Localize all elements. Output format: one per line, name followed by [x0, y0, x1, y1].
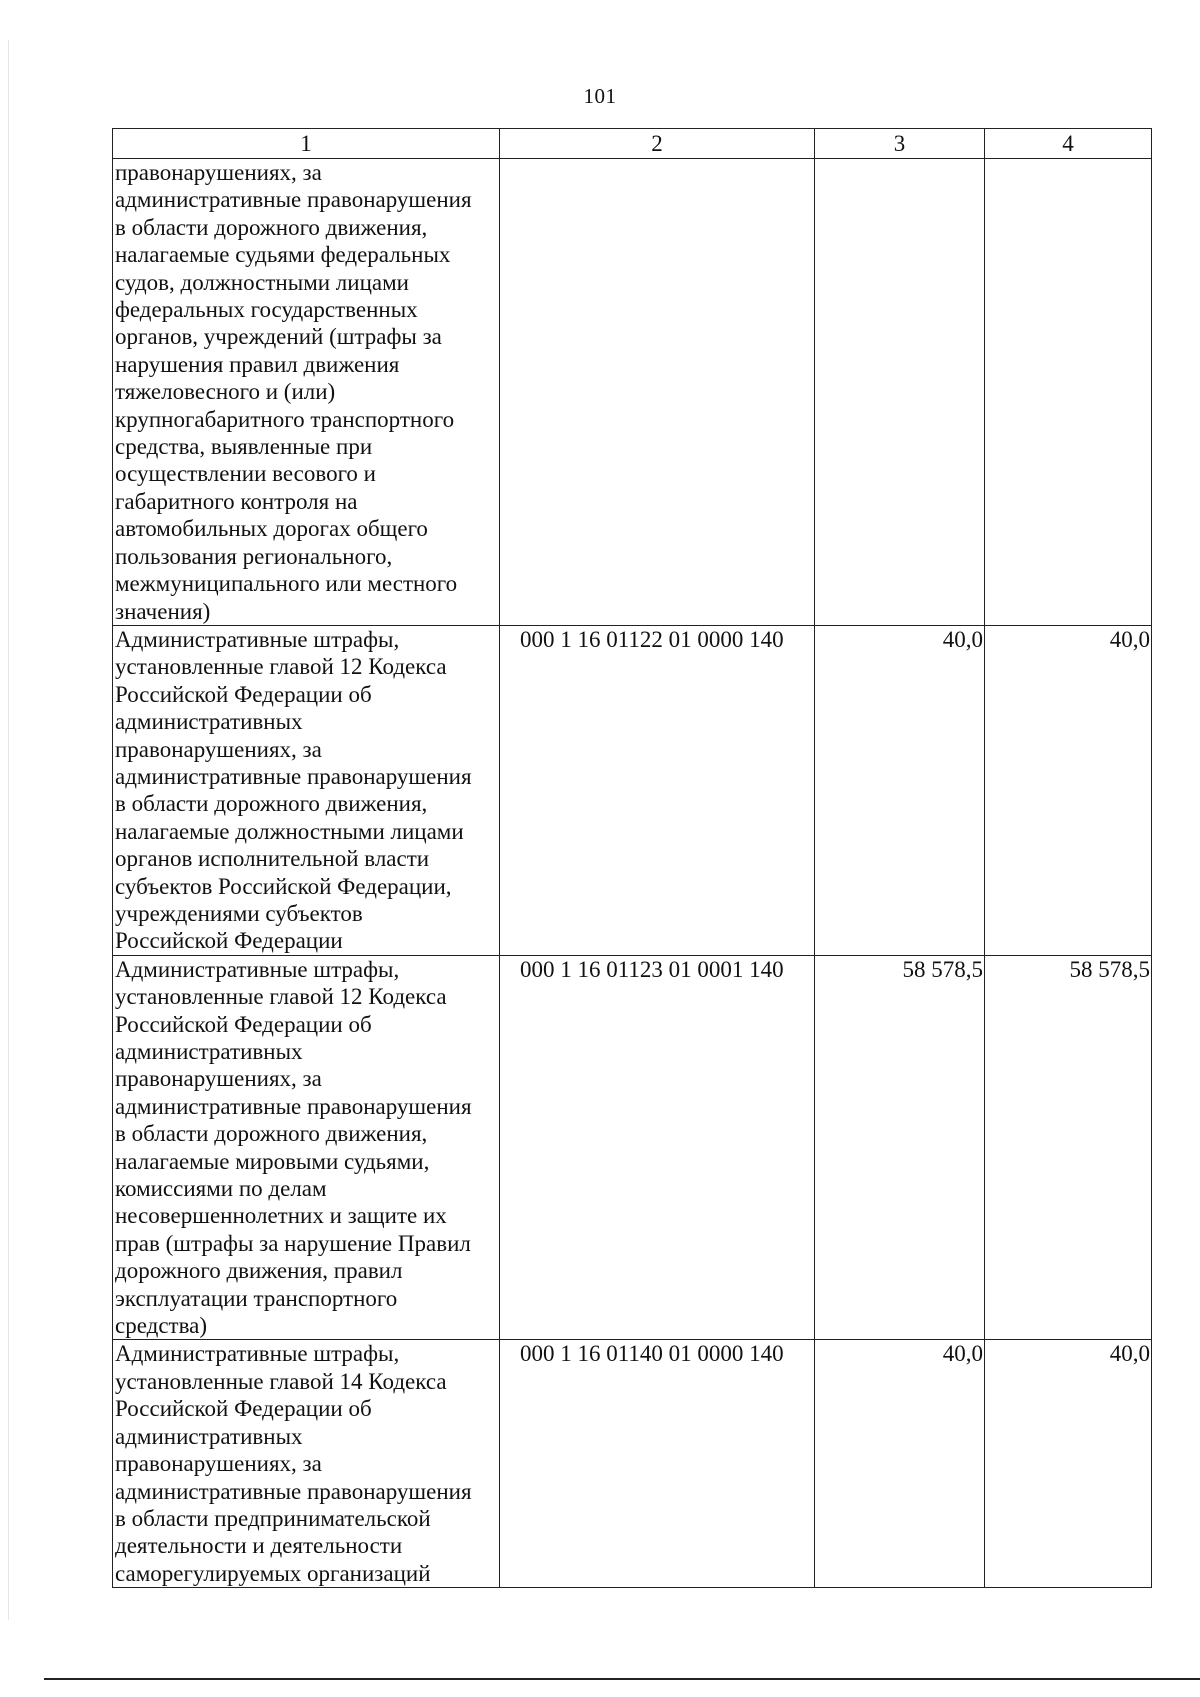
scan-edge-line	[8, 40, 9, 1620]
row-value-col3: 40,0	[815, 625, 985, 955]
column-header-1: 1	[113, 129, 500, 159]
table-row	[113, 159, 1152, 626]
row-value-col4: 40,0	[985, 625, 1152, 955]
page-number: 101	[583, 84, 617, 108]
table-row	[113, 1340, 1152, 1588]
row-description: правонарушениях, за административные правонарушения в области дорожного движения, налагаемые судьями федеральных судов, должностными лицами федеральных государственных органов, учреждений (штрафы за нарушения правил движения тяжеловесного и (или) крупногабаритного транспортного средства, выявленные при осуществлении весового и габаритного контроля на автомобильных дорогах общего пользования регионального, межмуниципального или местного значения)	[113, 159, 500, 626]
row-code: 000 1 16 01122 01 0000 140	[500, 625, 815, 955]
row-value-col4	[985, 159, 1152, 626]
row-value-col4: 40,0	[985, 1340, 1152, 1588]
row-code	[500, 159, 815, 626]
row-description: Административные штрафы, установленные главой 12 Кодекса Российской Федерации об административных правонарушениях, за административные правонарушения в области дорожного движения, налагаемые должностными лицами органов исполнительной власти субъектов Российской Федерации, учреждениями субъектов Российской Федерации	[113, 625, 500, 955]
row-description: Административные штрафы, установленные главой 12 Кодекса Российской Федерации об административных правонарушениях, за административные правонарушения в области дорожного движения, налагаемые мировыми судьями, комиссиями по делам несовершеннолетних и защите их прав (штрафы за нарушение Правил дорожного движения, правил эксплуатации транспортного средства)	[113, 955, 500, 1340]
row-code: 000 1 16 01140 01 0000 140	[500, 1340, 815, 1588]
row-value-col3	[815, 159, 985, 626]
bottom-divider	[44, 1678, 1200, 1680]
row-value-col4: 58 578,5	[985, 955, 1152, 1340]
table-row	[113, 955, 1152, 1340]
table-header-row	[113, 129, 1152, 159]
column-header-3: 3	[815, 129, 985, 159]
row-value-col3: 40,0	[815, 1340, 985, 1588]
row-code: 000 1 16 01123 01 0001 140	[500, 955, 815, 1340]
row-value-col3: 58 578,5	[815, 955, 985, 1340]
row-description: Административные штрафы, установленные главой 14 Кодекса Российской Федерации об административных правонарушениях, за административные правонарушения в области предпринимательской деятельности и деятельности саморегулируемых организаций	[113, 1340, 500, 1588]
budget-revenue-table	[112, 128, 1152, 1588]
table-row	[113, 625, 1152, 955]
column-header-2: 2	[500, 129, 815, 159]
column-header-4: 4	[985, 129, 1152, 159]
